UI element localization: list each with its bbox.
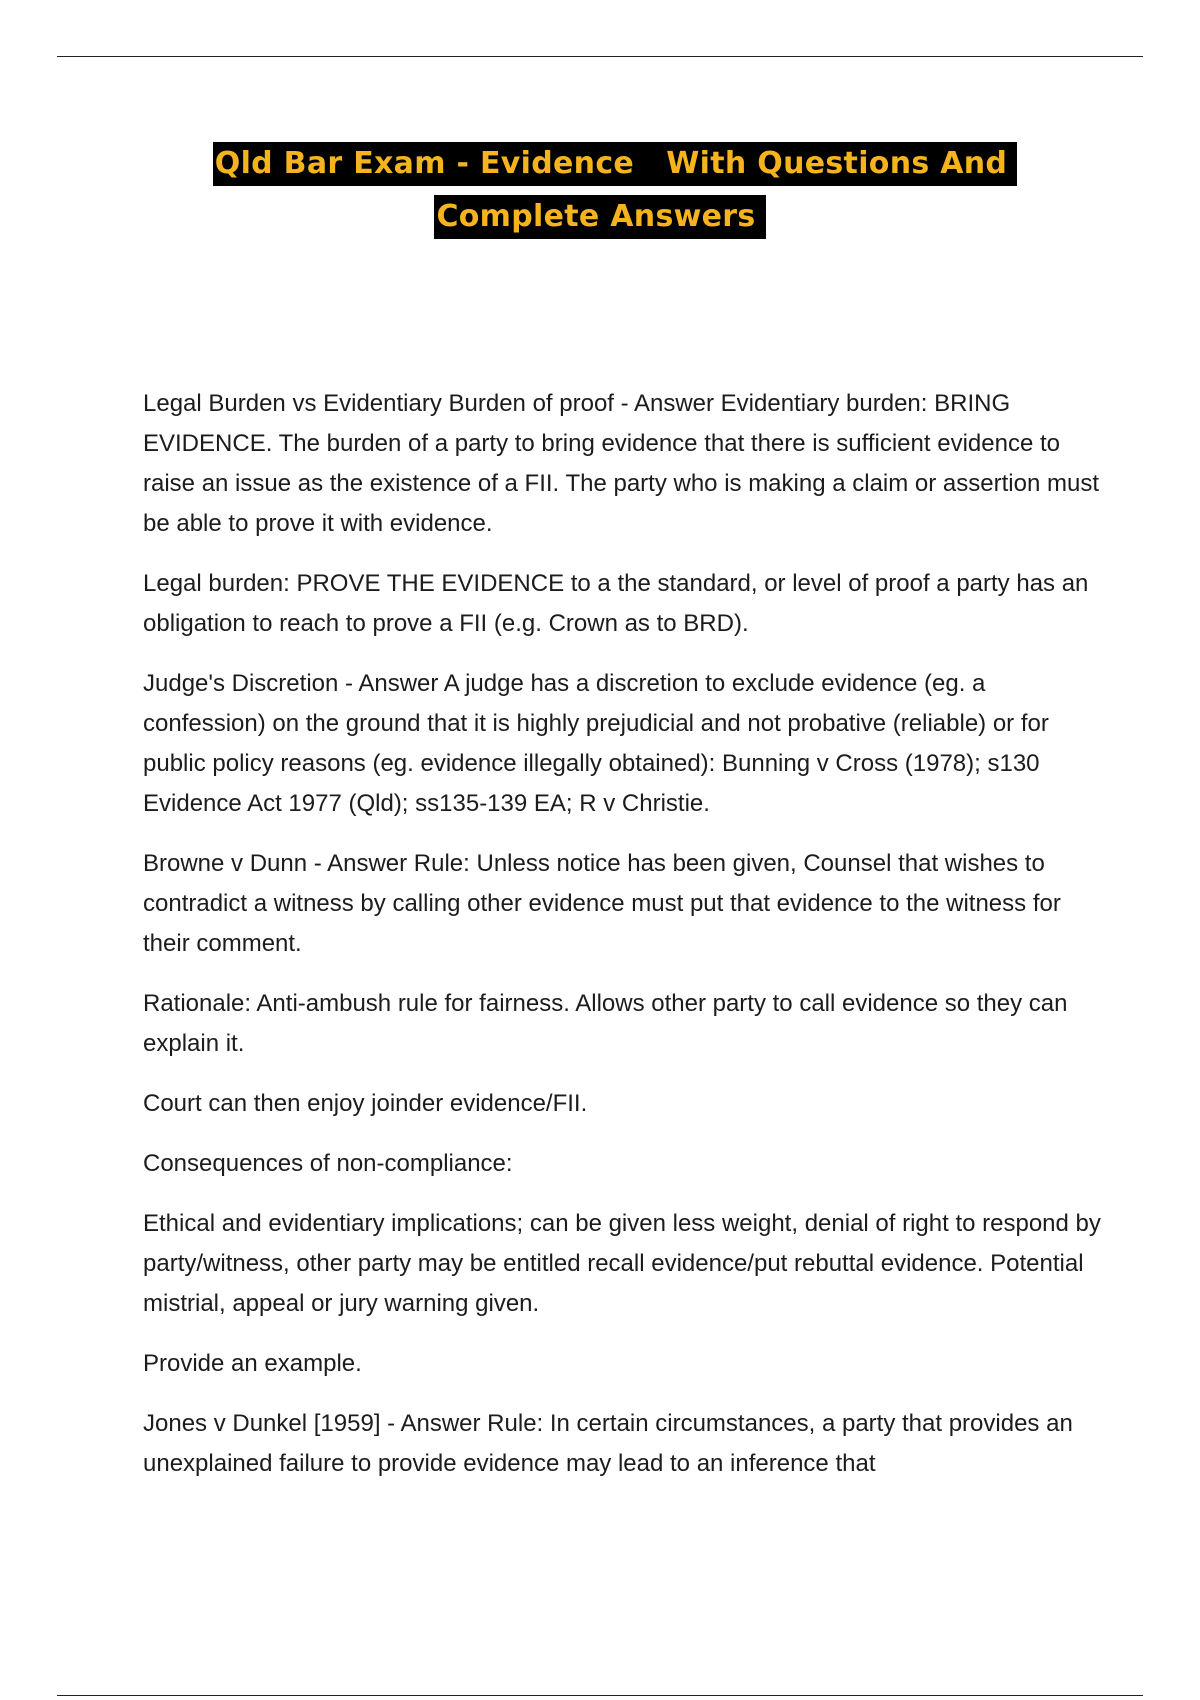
paragraph-joinder: Court can then enjoy joinder evidence/FII. bbox=[143, 1090, 588, 1117]
title-line-1: Qld Bar Exam - Evidence With Questions And bbox=[213, 142, 1017, 186]
paragraph-burden: Legal Burden vs Evidentiary Burden of proof - Answer Evidentiary burden: BRING EVIDENCE. The burden of a party to bring evidence that there is sufficient evidence to raise an issue as the existence of a FII. The party who is making a claim or assertion must be able to prove it with evidence. bbox=[143, 390, 1099, 537]
paragraph-consequences: Ethical and evidentiary implications; can be given less weight, denial of right to respond by party/witness, other party may be entitled recall evidence/put rebuttal evidence. Potential mistrial, appeal or jury warning given. bbox=[143, 1210, 1101, 1317]
document-body bbox=[143, 384, 1103, 1504]
paragraph-browne-v-dunn: Browne v Dunn - Answer Rule: Unless notice has been given, Counsel that wishes to contradict a witness by calling other evidence must put that evidence to the witness for their comment. bbox=[143, 850, 1061, 957]
footer-rule bbox=[57, 1695, 1143, 1696]
paragraph-legal-burden: Legal burden: PROVE THE EVIDENCE to a the standard, or level of proof a party has an obligation to reach to prove a FII (e.g. Crown as to BRD). bbox=[143, 570, 1089, 637]
title-line-2: Complete Answers bbox=[434, 195, 765, 239]
header-rule bbox=[57, 56, 1143, 57]
document-title bbox=[0, 142, 1200, 239]
paragraph-judges-discretion: Judge's Discretion - Answer A judge has a discretion to exclude evidence (eg. a confession) on the ground that it is highly prejudicial and not probative (reliable) or for public policy reasons (eg. evidence illegally obtained): Bunning v Cross (1978); s130 Evidence Act 1977 (Qld); ss135-139 EA; R v Christie. bbox=[143, 670, 1049, 817]
paragraph-example: Provide an example. bbox=[143, 1350, 362, 1377]
paragraph-jones-v-dunkel: Jones v Dunkel [1959] - Answer Rule: In certain circumstances, a party that provides an unexplained failure to provide evidence may lead to an inference that bbox=[143, 1410, 1073, 1477]
paragraph-consequences-heading: Consequences of non-compliance: bbox=[143, 1150, 513, 1177]
paragraph-rationale: Rationale: Anti-ambush rule for fairness. Allows other party to call evidence so they can explain it. bbox=[143, 990, 1068, 1057]
